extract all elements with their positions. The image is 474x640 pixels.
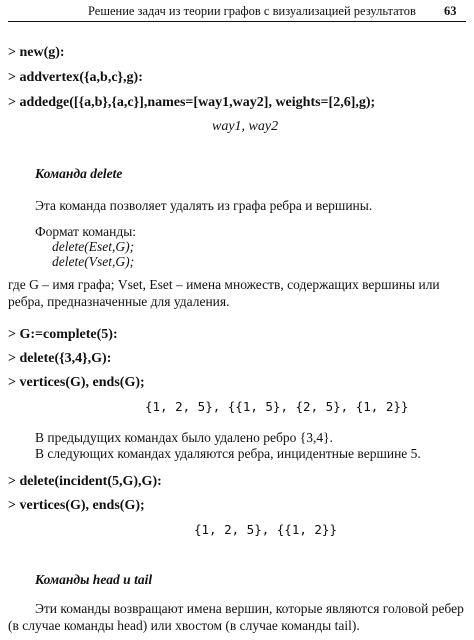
running-header: Решение задач из теории графов с визуализацией результатов bbox=[88, 4, 416, 18]
section-title-delete: Команда delete bbox=[35, 166, 123, 181]
maple-output-ways: way1, way2 bbox=[212, 119, 279, 134]
header-rule bbox=[8, 21, 466, 22]
where-paragraph: где G – имя графа; Vset, Eset – имена множеств, содержащих вершины или ребра, предназначенные для удаления. bbox=[8, 277, 440, 309]
format-line-eset: delete(Eset,G); bbox=[52, 239, 135, 254]
maple-command-addvertex: > addvertex({a,b,c},g): bbox=[8, 70, 143, 85]
format-line-vset: delete(Vset,G); bbox=[52, 254, 135, 269]
maple-command-new: > new(g): bbox=[8, 45, 65, 60]
maple-output-sets: {1, 2, 5}, {{1, 5}, {2, 5}, {1, 2}} bbox=[145, 399, 409, 414]
maple-command-delete-incident: > delete(incident(5,G),G): bbox=[8, 474, 162, 489]
note-removed-edge: В предыдущих командах было удалено ребро {3,4}. bbox=[35, 430, 333, 445]
section-description-head-tail: Эти команды возвращают имена вершин, которые являются головой ребер (в случае команды head) или хвостом (в случае команды tail). bbox=[8, 601, 464, 633]
format-label: Формат команды: bbox=[35, 224, 137, 239]
page-number: 63 bbox=[444, 4, 457, 18]
maple-output-sets-2: {1, 2, 5}, {{1, 2}} bbox=[194, 522, 337, 537]
section-description-delete: Эта команда позволяет удалять из графа ребра и вершины. bbox=[35, 198, 373, 213]
section-title-head-tail: Команды head и tail bbox=[35, 572, 153, 587]
note-incident-edges: В следующих командах удаляются ребра, инцидентные вершине 5. bbox=[35, 446, 421, 461]
maple-command-vertices-2: > vertices(G), ends(G); bbox=[8, 498, 145, 513]
maple-command-vertices: > vertices(G), ends(G); bbox=[8, 375, 145, 390]
maple-command-addedge: > addedge([{a,b},{a,c}],names=[way1,way2], weights=[2,6],g); bbox=[8, 95, 376, 110]
maple-command-delete: > delete({3,4},G): bbox=[8, 351, 112, 366]
maple-command-complete: > G:=complete(5): bbox=[8, 327, 118, 342]
